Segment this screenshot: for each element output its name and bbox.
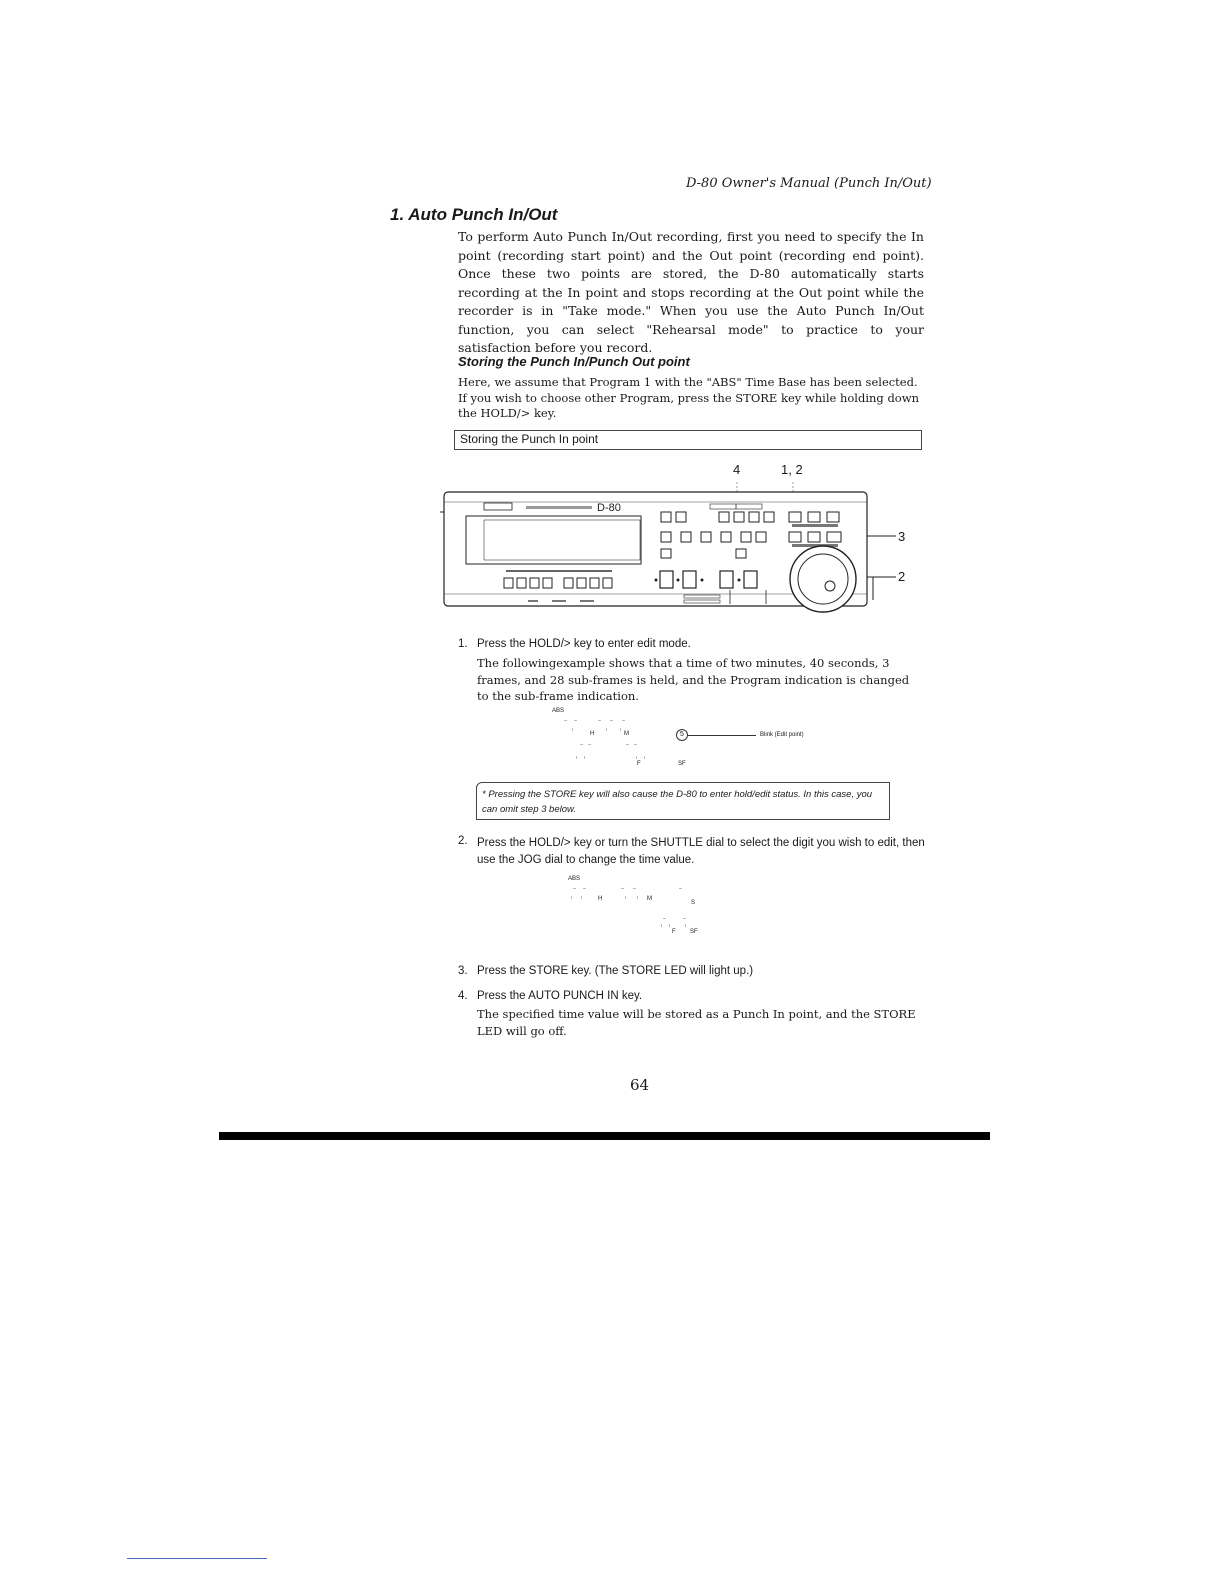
lcd2-faded-digits xyxy=(565,884,705,940)
step-1-body: The followingexample shows that a time of two minutes, 40 seconds, 3 frames, and 28 sub-frames is held, and the Program indication is changed to the sub-frame indication. xyxy=(477,656,910,703)
step-4-title: Press the AUTO PUNCH IN key. xyxy=(477,990,643,1002)
footer-link-underline xyxy=(127,1558,267,1559)
model-label: D-80 xyxy=(597,502,621,514)
step-3-number: 3. xyxy=(458,965,468,977)
lcd1-blink-label: Blink (Edit point) xyxy=(760,732,804,738)
assumption-text xyxy=(458,375,924,422)
step-3-title: Press the STORE key. (The STORE LED will light up.) xyxy=(477,965,754,977)
step-4-number: 4. xyxy=(458,990,468,1002)
subsection-title: Storing the Punch In/Punch Out point xyxy=(458,354,690,369)
intro-paragraph: To perform Auto Punch In/Out recording, first you need to specify the In point (recording start point) and the Out point (recording end point). Once these two points are stored, the D-80 automatically starts recording at the In point and stops recording at the Out point while the recorder is in "Take mode." When you use the Auto Punch In/Out function, you can select "Rehearsal mode" to practice to your satisfaction before you record. xyxy=(458,229,924,355)
step-1-number: 1. xyxy=(458,638,468,650)
lcd1-faded-digits xyxy=(550,716,670,776)
lcd1-blink-digit: 5 xyxy=(676,729,688,741)
lcd2-f-label: F xyxy=(672,929,676,935)
running-header: D-80 Owner's Manual (Punch In/Out) xyxy=(686,176,932,191)
lcd2-m-label: M xyxy=(647,896,652,902)
lcd1-blink-leader xyxy=(688,735,756,736)
shuttle-dial xyxy=(790,546,856,612)
callout-4: 4 xyxy=(733,462,741,477)
storing-heading-label: Storing the Punch In point xyxy=(460,432,599,446)
lcd2-h-label: H xyxy=(598,896,603,902)
assumption-line-1: Here, we assume that Program 1 with the "ABS" Time Base has been selected. xyxy=(458,375,918,389)
section-title: 1. Auto Punch In/Out xyxy=(390,205,558,224)
callout-1-2: 1, 2 xyxy=(781,462,803,477)
callout-2: 2 xyxy=(898,569,906,584)
step-4-body: The specified time value will be stored as a Punch In point, and the STORE LED will go off. xyxy=(477,1007,916,1038)
callout-3: 3 xyxy=(898,529,906,544)
step-2-title: Press the HOLD/> key or turn the SHUTTLE dial to select the digit you wish to edit, then use the JOG dial to change the time value. xyxy=(477,837,925,866)
lcd2-abs-label: ABS xyxy=(568,876,581,882)
step-1-title: Press the HOLD/> key to enter edit mode. xyxy=(477,638,691,650)
lcd1-abs-label: ABS xyxy=(552,708,565,714)
model-caption xyxy=(526,506,592,509)
assumption-line-2: If you wish to choose other Program, press the STORE key while holding down the HOLD/> key. xyxy=(458,390,919,420)
note-text: * Pressing the STORE key will also cause the D-80 to enter hold/edit status. In this case, you can omit step 3 below. xyxy=(482,789,873,815)
lcd1-sf-label: SF xyxy=(678,761,686,767)
step-2-number: 2. xyxy=(458,835,468,847)
page-number: 64 xyxy=(630,1076,650,1094)
bottom-rule xyxy=(219,1132,990,1140)
lcd1-f-label: F xyxy=(637,761,641,767)
device-front-panel-illustration xyxy=(440,482,900,617)
lcd2-s-label: S xyxy=(691,900,696,906)
lcd1-h-label: H xyxy=(590,731,595,737)
lcd2-sf-label: SF xyxy=(690,929,698,935)
lcd1-m-label: M xyxy=(624,731,629,737)
